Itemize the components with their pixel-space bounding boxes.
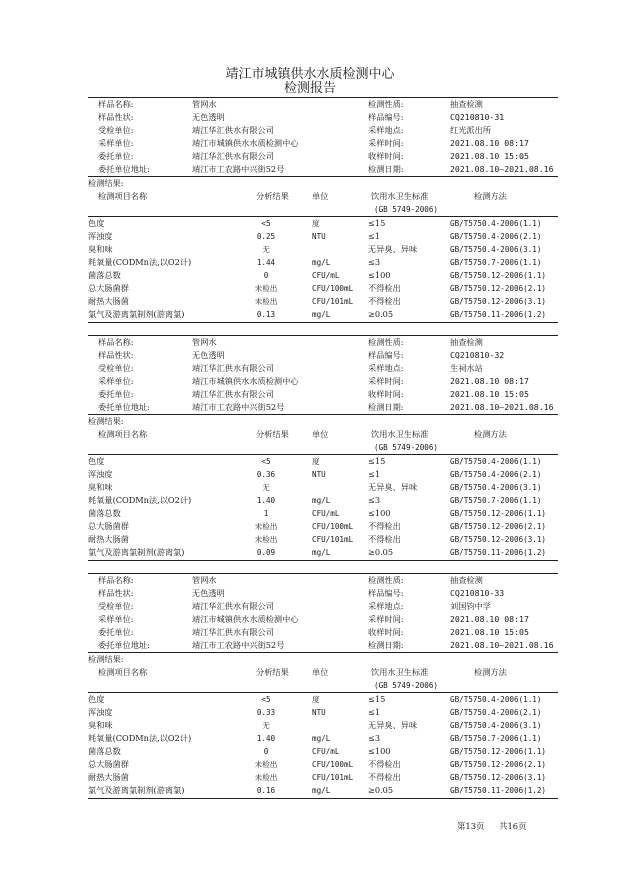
result-method: GB/T5750.7-2006(1.1) [450, 496, 542, 505]
sampling-unit-value: 靖江市城镇供水水质检测中心 [192, 138, 299, 148]
result-unit: CFU/101mL [312, 773, 354, 782]
table-header-row [88, 666, 558, 679]
info-row [88, 587, 558, 600]
result-standard: ≤15 [368, 694, 386, 704]
result-standard: ≤1 [368, 469, 381, 479]
col-item-header: 检测项目名称 [98, 667, 148, 677]
result-unit: CFU/101mL [312, 297, 354, 306]
sample-name-value: 管网水 [192, 337, 217, 347]
test-date-value: 2021.08.10—2021.08.16 [450, 164, 554, 174]
client-unit-label: 委托单位: [98, 389, 134, 399]
result-unit: NTU [312, 470, 326, 479]
page-total: 共16页 [499, 821, 527, 831]
table-row [88, 217, 558, 230]
result-item-name: 臭和味 [88, 482, 113, 492]
page-number: 第13页 [457, 821, 485, 831]
col-result-header: 分析结果 [256, 191, 289, 201]
result-value: 1.40 [256, 734, 276, 743]
sample-appearance-label: 样品性状: [98, 112, 134, 122]
result-item-name: 总大肠菌群 [88, 283, 129, 293]
result-method: GB/T5750.4-2006(3.1) [450, 721, 542, 730]
result-value: 未检出 [254, 297, 278, 306]
table-row [88, 269, 558, 282]
table-row [88, 533, 558, 546]
info-row [88, 349, 558, 362]
report-title: 靖江市城镇供水水质检测中心 [225, 67, 395, 82]
result-value: 0 [263, 747, 269, 756]
info-row [88, 98, 558, 111]
result-value: 1.44 [256, 258, 276, 267]
results-label-row [88, 177, 558, 190]
result-item-name: 浑浊度 [88, 231, 113, 241]
col-method-header: 检测方法 [474, 191, 507, 201]
result-standard: ≥0.05 [368, 547, 394, 557]
result-method: GB/T5750.12-2006(2.1) [450, 522, 547, 531]
result-value: 未检出 [254, 522, 278, 531]
sample-appearance-value: 无色透明 [192, 588, 225, 598]
result-unit: mg/L [312, 548, 331, 557]
result-method: GB/T5750.4-2006(3.1) [450, 483, 542, 492]
table-header-row [88, 428, 558, 441]
entrusted-unit-label: 受检单位: [98, 125, 134, 135]
test-nature-value: 抽查检测 [450, 99, 483, 109]
sampling-time-label: 采样时间: [368, 376, 404, 386]
result-standard: ≥0.05 [368, 309, 394, 319]
result-standard: ≤100 [368, 270, 391, 280]
result-standard: 不得检出 [368, 759, 401, 769]
result-item-name: 臭和味 [88, 244, 113, 254]
test-nature-label: 检测性质: [368, 337, 404, 347]
col-item-header: 检测项目名称 [98, 191, 148, 201]
result-unit: mg/L [312, 786, 331, 795]
result-standard: ≤3 [368, 257, 381, 267]
table-row [88, 520, 558, 533]
result-item-name: 菌落总数 [88, 508, 121, 518]
result-item-name: 耗氧量(CODMn法,以O2计) [88, 257, 192, 267]
sample-name-label: 样品名称: [98, 99, 134, 109]
sampling-time-value: 2021.08.10 08:17 [450, 614, 529, 624]
table-row [88, 481, 558, 494]
sampling-unit-label: 采样单位: [98, 614, 134, 624]
sampling-site-label: 采样地点: [368, 363, 404, 373]
result-method: GB/T5750.11-2006(1.2) [450, 786, 547, 795]
result-standard: 不得检出 [368, 772, 401, 782]
receive-time-label: 收样时间: [368, 389, 404, 399]
table-row [88, 706, 558, 719]
results-label: 检测结果: [88, 416, 124, 426]
result-method: GB/T5750.4-2006(2.1) [450, 708, 542, 717]
report-subtitle: 检测报告 [283, 81, 336, 96]
sampling-unit-label: 采样单位: [98, 376, 134, 386]
test-date-label: 检测日期: [368, 640, 404, 650]
table-row [88, 455, 558, 468]
col-method-header: 检测方法 [474, 667, 507, 677]
table-row [88, 494, 558, 507]
block-bottom-rule [88, 798, 558, 799]
sampling-unit-value: 靖江市城镇供水水质检测中心 [192, 376, 299, 386]
result-value: 无 [262, 721, 270, 730]
sample-id-label: 样品编号: [368, 112, 404, 122]
sample-id-value: CQ210810-31 [450, 112, 505, 122]
result-method: GB/T5750.12-2006(1.1) [450, 271, 547, 280]
result-item-name: 耗氧量(CODMn法,以O2计) [88, 495, 192, 505]
result-standard: ≤1 [368, 231, 381, 241]
sample-name-label: 样品名称: [98, 337, 134, 347]
table-row [88, 771, 558, 784]
test-nature-label: 检测性质: [368, 575, 404, 585]
result-item-name: 耗氧量(CODMn法,以O2计) [88, 733, 192, 743]
result-value: 无 [262, 483, 270, 492]
result-value: <5 [261, 457, 271, 466]
sampling-time-label: 采样时间: [368, 614, 404, 624]
result-standard: 不得检出 [368, 521, 401, 531]
col-standard-ref: (GB 5749-2006) [374, 443, 439, 452]
col-result-header: 分析结果 [256, 667, 289, 677]
sample-name-value: 管网水 [192, 99, 217, 109]
result-method: GB/T5750.4-2006(3.1) [450, 245, 542, 254]
table-row [88, 693, 558, 706]
client-address-label: 委托单位地址: [98, 164, 150, 174]
table-row [88, 230, 558, 243]
entrusted-unit-label: 受检单位: [98, 601, 134, 611]
result-method: GB/T5750.4-2006(2.1) [450, 232, 542, 241]
result-item-name: 色度 [88, 694, 105, 704]
client-unit-value: 靖江华汇供水有限公司 [192, 151, 274, 161]
info-row [88, 362, 558, 375]
sample-name-value: 管网水 [192, 575, 217, 585]
table-header-row-2 [88, 679, 558, 692]
result-method: GB/T5750.12-2006(3.1) [450, 773, 547, 782]
result-value: 0.36 [256, 470, 276, 479]
result-unit: CFU/100mL [312, 522, 354, 531]
sampling-time-value: 2021.08.10 08:17 [450, 376, 529, 386]
result-unit: 度 [312, 219, 320, 228]
table-row [88, 546, 558, 559]
result-method: GB/T5750.4-2006(1.1) [450, 695, 542, 704]
client-address-value: 靖江市工农路中兴街52号 [192, 164, 285, 174]
result-value: <5 [261, 695, 271, 704]
sampling-site-value: 红光派出所 [450, 125, 491, 135]
info-row [88, 124, 558, 137]
table-row [88, 308, 558, 321]
result-value: 0 [263, 271, 269, 280]
table-row [88, 732, 558, 745]
table-row [88, 719, 558, 732]
sampling-site-label: 采样地点: [368, 601, 404, 611]
receive-time-label: 收样时间: [368, 151, 404, 161]
result-standard: 无异臭、异味 [368, 244, 418, 254]
info-row [88, 336, 558, 349]
result-item-name: 耐热大肠菌 [88, 772, 129, 782]
results-label-row [88, 415, 558, 428]
result-standard: ≤1 [368, 707, 381, 717]
receive-time-value: 2021.08.10 15:05 [450, 627, 529, 637]
col-standard-header: 饮用水卫生标准 [371, 667, 429, 677]
result-item-name: 臭和味 [88, 720, 113, 730]
test-nature-value: 抽查检测 [450, 575, 483, 585]
result-method: GB/T5750.7-2006(1.1) [450, 734, 542, 743]
result-value: 未检出 [254, 535, 278, 544]
page-footer [457, 820, 539, 832]
result-standard: ≤15 [368, 456, 386, 466]
sampling-site-value: 刘国钧中学 [450, 601, 491, 611]
sample-id-label: 样品编号: [368, 588, 404, 598]
sample-name-label: 样品名称: [98, 575, 134, 585]
result-standard: 无异臭、异味 [368, 720, 418, 730]
col-standard-ref: (GB 5749-2006) [374, 681, 439, 690]
result-value: 未检出 [254, 284, 278, 293]
sampling-unit-label: 采样单位: [98, 138, 134, 148]
result-item-name: 浑浊度 [88, 469, 113, 479]
result-standard: ≤3 [368, 733, 381, 743]
info-row [88, 163, 558, 176]
results-label: 检测结果: [88, 654, 124, 664]
sample-id-value: CQ210810-32 [450, 350, 505, 360]
result-method: GB/T5750.12-2006(2.1) [450, 760, 547, 769]
result-item-name: 菌落总数 [88, 270, 121, 280]
table-row [88, 507, 558, 520]
result-unit: NTU [312, 708, 326, 717]
result-value: 0.16 [256, 786, 276, 795]
result-unit: CFU/100mL [312, 760, 354, 769]
sampling-site-value: 生祠水站 [450, 363, 483, 373]
result-unit: mg/L [312, 734, 331, 743]
result-item-name: 氯气及游离氯制剂(游离氯) [88, 547, 185, 557]
info-row [88, 613, 558, 626]
table-header-row-2 [88, 203, 558, 216]
result-value: 1.40 [256, 496, 276, 505]
entrusted-unit-value: 靖江华汇供水有限公司 [192, 125, 274, 135]
result-standard: 不得检出 [368, 534, 401, 544]
client-address-label: 委托单位地址: [98, 402, 150, 412]
test-date-label: 检测日期: [368, 402, 404, 412]
test-nature-value: 抽查检测 [450, 337, 483, 347]
results-label: 检测结果: [88, 178, 124, 188]
entrusted-unit-value: 靖江华汇供水有限公司 [192, 363, 274, 373]
col-standard-header: 饮用水卫生标准 [371, 429, 429, 439]
result-item-name: 氯气及游离氯制剂(游离氯) [88, 309, 185, 319]
result-method: GB/T5750.7-2006(1.1) [450, 258, 542, 267]
result-item-name: 耐热大肠菌 [88, 296, 129, 306]
result-unit: mg/L [312, 496, 331, 505]
test-date-value: 2021.08.10—2021.08.16 [450, 640, 554, 650]
client-address-value: 靖江市工农路中兴街52号 [192, 640, 285, 650]
result-item-name: 耐热大肠菌 [88, 534, 129, 544]
result-unit: NTU [312, 232, 326, 241]
result-method: GB/T5750.11-2006(1.2) [450, 548, 547, 557]
info-row [88, 150, 558, 163]
table-row [88, 468, 558, 481]
table-row [88, 282, 558, 295]
result-item-name: 总大肠菌群 [88, 521, 129, 531]
col-item-header: 检测项目名称 [98, 429, 148, 439]
result-value: 未检出 [254, 773, 278, 782]
receive-time-value: 2021.08.10 15:05 [450, 389, 529, 399]
result-item-name: 菌落总数 [88, 746, 121, 756]
info-row [88, 375, 558, 388]
result-unit: CFU/mL [312, 509, 340, 518]
results-label-row [88, 653, 558, 666]
result-item-name: 色度 [88, 456, 105, 466]
sample-appearance-value: 无色透明 [192, 112, 225, 122]
result-method: GB/T5750.4-2006(1.1) [450, 219, 542, 228]
col-method-header: 检测方法 [474, 429, 507, 439]
col-standard-header: 饮用水卫生标准 [371, 191, 429, 201]
result-unit: mg/L [312, 258, 331, 267]
client-unit-label: 委托单位: [98, 627, 134, 637]
info-row [88, 574, 558, 587]
result-value: 未检出 [254, 760, 278, 769]
result-item-name: 总大肠菌群 [88, 759, 129, 769]
result-method: GB/T5750.12-2006(1.1) [450, 509, 547, 518]
result-method: GB/T5750.12-2006(2.1) [450, 284, 547, 293]
result-standard: 无异臭、异味 [368, 482, 418, 492]
sample-id-label: 样品编号: [368, 350, 404, 360]
result-standard: ≤15 [368, 218, 386, 228]
result-method: GB/T5750.11-2006(1.2) [450, 310, 547, 319]
result-standard: ≤3 [368, 495, 381, 505]
result-item-name: 氯气及游离氯制剂(游离氯) [88, 785, 185, 795]
entrusted-unit-value: 靖江华汇供水有限公司 [192, 601, 274, 611]
result-standard: 不得检出 [368, 296, 401, 306]
result-method: GB/T5750.4-2006(2.1) [450, 470, 542, 479]
col-unit-header: 单位 [312, 429, 329, 439]
result-value: 0.33 [256, 708, 276, 717]
sampling-time-label: 采样时间: [368, 138, 404, 148]
client-address-value: 靖江市工农路中兴街52号 [192, 402, 285, 412]
sampling-site-label: 采样地点: [368, 125, 404, 135]
info-row [88, 137, 558, 150]
info-row [88, 626, 558, 639]
info-row [88, 388, 558, 401]
table-row [88, 784, 558, 797]
result-value: 0.13 [256, 310, 276, 319]
info-row [88, 600, 558, 613]
sampling-time-value: 2021.08.10 08:17 [450, 138, 529, 148]
test-date-label: 检测日期: [368, 164, 404, 174]
result-standard: 不得检出 [368, 283, 401, 293]
result-unit: 度 [312, 695, 320, 704]
block-bottom-rule [88, 322, 558, 323]
col-unit-header: 单位 [312, 667, 329, 677]
test-date-value: 2021.08.10—2021.08.16 [450, 402, 554, 412]
result-item-name: 色度 [88, 218, 105, 228]
result-method: GB/T5750.12-2006(1.1) [450, 747, 547, 756]
table-row [88, 758, 558, 771]
block-bottom-rule [88, 560, 558, 561]
table-row [88, 745, 558, 758]
result-unit: 度 [312, 457, 320, 466]
client-address-label: 委托单位地址: [98, 640, 150, 650]
entrusted-unit-label: 受检单位: [98, 363, 134, 373]
result-method: GB/T5750.12-2006(3.1) [450, 297, 547, 306]
receive-time-value: 2021.08.10 15:05 [450, 151, 529, 161]
result-value: 0.25 [256, 232, 276, 241]
result-unit: CFU/mL [312, 271, 340, 280]
result-value: 1 [263, 509, 269, 518]
col-unit-header: 单位 [312, 191, 329, 201]
col-standard-ref: (GB 5749-2006) [374, 205, 439, 214]
test-nature-label: 检测性质: [368, 99, 404, 109]
result-value: 0.09 [256, 548, 276, 557]
result-value: 无 [262, 245, 270, 254]
col-result-header: 分析结果 [256, 429, 289, 439]
client-unit-label: 委托单位: [98, 151, 134, 161]
receive-time-label: 收样时间: [368, 627, 404, 637]
sampling-unit-value: 靖江市城镇供水水质检测中心 [192, 614, 299, 624]
client-unit-value: 靖江华汇供水有限公司 [192, 627, 274, 637]
result-unit: CFU/100mL [312, 284, 354, 293]
info-row [88, 639, 558, 652]
result-method: GB/T5750.12-2006(3.1) [450, 535, 547, 544]
result-value: <5 [261, 219, 271, 228]
result-method: GB/T5750.4-2006(1.1) [450, 457, 542, 466]
result-item-name: 浑浊度 [88, 707, 113, 717]
result-standard: ≤100 [368, 746, 391, 756]
sample-appearance-label: 样品性状: [98, 350, 134, 360]
info-row [88, 111, 558, 124]
table-row [88, 243, 558, 256]
result-standard: ≥0.05 [368, 785, 394, 795]
result-unit: CFU/mL [312, 747, 340, 756]
sample-appearance-value: 无色透明 [192, 350, 225, 360]
sample-appearance-label: 样品性状: [98, 588, 134, 598]
table-header-row-2 [88, 441, 558, 454]
result-unit: CFU/101mL [312, 535, 354, 544]
result-unit: mg/L [312, 310, 331, 319]
table-row [88, 295, 558, 308]
table-row [88, 256, 558, 269]
table-header-row [88, 190, 558, 203]
result-standard: ≤100 [368, 508, 391, 518]
info-row [88, 401, 558, 414]
client-unit-value: 靖江华汇供水有限公司 [192, 389, 274, 399]
sample-id-value: CQ210810-33 [450, 588, 505, 598]
